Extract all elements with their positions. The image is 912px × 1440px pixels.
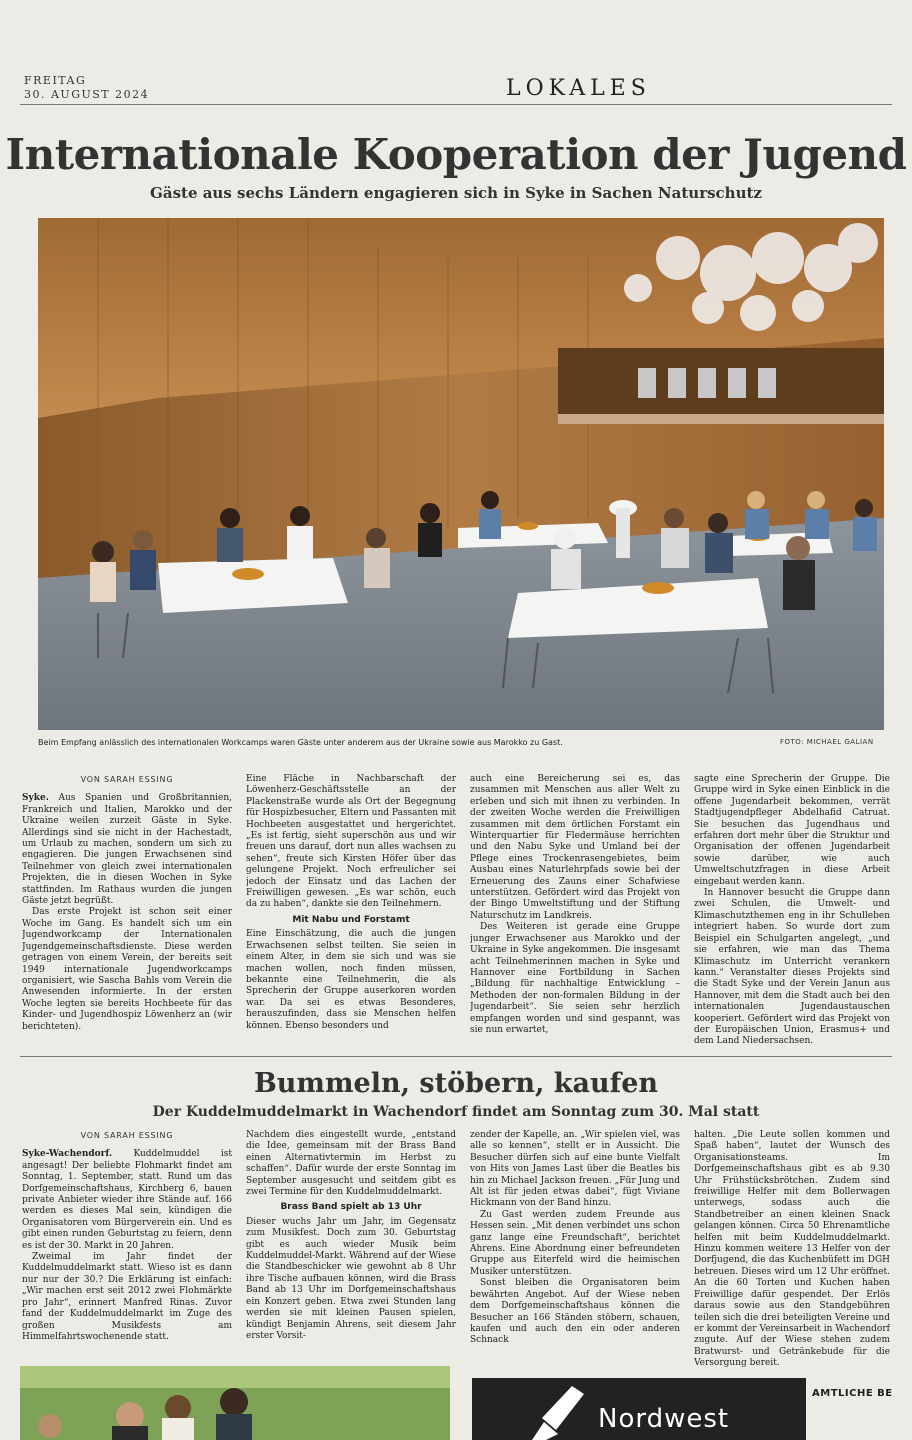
intertitle: Mit Nabu und Forstamt [292, 914, 410, 925]
article2-column-2 [246, 1130, 456, 1370]
subheadline: Gäste aus sechs Ländern engagieren sich in Syke in Sachen Naturschutz [150, 184, 762, 202]
article2-column-4 [694, 1130, 890, 1370]
weekday: FREITAG [24, 74, 87, 87]
header-rule [20, 104, 892, 105]
market-photo [20, 1366, 450, 1440]
paragraph: halten. „Die Leute sollen kommen und Spaß haben“, lautet der Wunsch des Organisationsteams. Im Dorfgemeinschaftshaus gibt es ab 9.30 Uhr Frühstücksbrötchen. Zudem sind freiwillige Helfer mit dem Bollerwagen unterwegs, sodass auch die Standbetreiber an einen kleinen Snack gelangen können. Circa 50 Ehrenamtliche helfen mit beim Kuddelmuddelmarkt. Hinzu kommen weitere 13 Helfer von der Dorfjugend, die das Kuchenbüfett im DGH betreuen. Dieses wird um 12 Uhr eröffnet. An die 60 Torten und Kuchen haben Freiwillige dafür gespendet. Der Erlös daraus sowie aus den Standgebühren teilen sich die drei beteiligten Vereine und er kommt der Vereinsarbeit in Wachendorf zugute. Auf der Wiese stehen zudem Bratwurst- und Getränkebude für die Versorgung bereit. [694, 1130, 890, 1369]
ad-side-label: AMTLICHE BE [812, 1388, 893, 1399]
article1-column-2 [246, 774, 456, 1049]
article-divider [20, 1056, 892, 1057]
byline: VON SARAH ESSING [80, 1131, 174, 1140]
paragraph: Eine Einschätzung, die auch die jungen Erwachsenen selbst teilten. Sie seien in einem Alter, in dem sie sich und was sie machen wollen, noch finden müssen, bekannte eine Teilnehmerin, die als Sprecherin der Gruppe auserkoren worden war. Da sei es etwas Besonderes, herauszufinden, dass sie Menschen helfen können. Ebenso besonders und [246, 929, 456, 1031]
paragraph: Sonst bleiben die Organisatoren beim bewährten Angebot. Auf der Wiese neben dem Dorfgemeinschaftshaus können die Besucher an 166 Ständen stöbern, schauen, kaufen und auch den ein oder anderen Schnack [470, 1278, 680, 1346]
paragraph: Kuddelmuddel ist angesagt! Der beliebte Flohmarkt findet am Sonntag, 1. September, statt. Rund um das Dorfgemeinschaftshaus, Kirchberg 6, bauen private Anbieter wieder ihre Stände auf. 166 werden es dieses Mal sein, kündigen die Organisatoren vom Bürgerverein ein. Und es gibt einen runden Geburtstag zu feiern, denn es ist der 30. Markt in 20 Jahren. [22, 1149, 232, 1251]
ad-brand: Nordwest [598, 1404, 730, 1434]
headline: Internationale Kooperation der Jugend [5, 130, 907, 179]
people-outdoors-illustration [20, 1366, 450, 1440]
intertitle: Brass Band spielt ab 13 Uhr [280, 1202, 422, 1213]
photo-credit: FOTO: MICHAEL GALIAN [780, 738, 874, 746]
date: 30. AUGUST 2024 [24, 88, 150, 101]
event-hall-illustration [38, 218, 884, 730]
byline: VON SARAH ESSING [80, 775, 174, 784]
paragraph: Nachdem dies eingestellt wurde, „entstand die Idee, gemeinsam mit der Brass Band einen Alternativtermin im Herbst zu schaffen“. Dafür wurde der erste Sonntag im September ausgesucht und seitdem gibt es zwei Termine für den Kuddelmuddelmarkt. [246, 1130, 456, 1198]
paragraph: Zu Gast werden zudem Freunde aus Hessen sein. „Mit denen verbindet uns schon ganz lange eine Freundschaft“, berichtet Ahrens. Eine Abordnung einer befreundeten Gruppe aus Eiterfeld wird die heimischen Musiker unterstützen. [470, 1209, 680, 1277]
paragraph: Dieser wuchs Jahr um Jahr, im Gegensatz zum Musikfest. Doch zum 30. Geburtstag gibt es auch wieder Musik beim Kuddelmuddel-Markt. Während auf der Wiese die Standbeschicker wie gewohnt ab 8 Uhr ihre Tische aufbauen können, wird die Brass Band ab 13 Uhr im Dorfgemeinschaftshaus ein Konzert geben. Etwa zwei Stunden lang werden sie mit kleinen Pausen spielen, kündigt Benjamin Ahrens, seit diesem Jahr erster Vorsit- [246, 1216, 456, 1341]
headline-2: Bummeln, stöbern, kaufen [253, 1068, 659, 1099]
article2-column-1 [22, 1130, 232, 1360]
paragraph: Des Weiteren ist gerade eine Gruppe junger Erwachsener aus Marokko und der Ukraine in Syke angekommen. Die insgesamt acht Teilnehmerinnen machen in Syke und Hannover eine Fortbildung in Sachen „Bildung für nachhaltige Entwicklung – Methoden der non-formalen Bildung in der Jugendarbeit“. Sie seien sehr herzlich empfangen worden und sind gespannt, was sie nun erwartet, [470, 922, 680, 1035]
article1-column-1 [22, 774, 232, 1049]
section-title: LOKALES [506, 76, 651, 101]
paragraph: auch eine Bereicherung sei es, das zusammen mit Menschen aus aller Welt zu erleben und sich mit ihnen zu verbinden. In der zweiten Woche werden die Freiwilligen zusammen mit dem örtlichen Forstamt ein Winterquartier für Fledermäuse herrichten und den Nabu Syke und Umland bei der Pflege eines Trockenrasengebietes, beim Ausbau eines Naturlehrpfads sowie bei der Erneuerung des Zauns einer Schafwiese unterstützen. Gefördert wird das Projekt von der Bingo Umweltstiftung und der Stiftung Naturschutz im Landkreis. [470, 774, 680, 921]
article2-column-3 [470, 1130, 680, 1370]
location-tag: Syke. [22, 793, 49, 804]
article1-column-3 [470, 774, 680, 1049]
article1-column-4 [694, 774, 890, 1049]
subheadline-2: Der Kuddelmuddelmarkt in Wachendorf findet am Sonntag zum 30. Mal statt [152, 1104, 760, 1120]
location-tag: Syke-Wachendorf. [22, 1149, 113, 1160]
paragraph: Eine Fläche in Nachbarschaft der Löwenherz-Geschäftsstelle an der Plackenstraße wurde als Ort der Begegnung für Hospizbesucher, Eltern und Passanten mit Hochbeeten ausgestattet und hergerichtet. „Es ist fertig, sieht superschön aus und wir freuen uns darauf, dort nun alles wachsen zu sehen“, freute sich Kirsten Höfer über das gelungene Projekt. Noch erfreulicher sei jedoch der Einsatz und das Lachen der Freiwilligen gewesen. „Es war schön, euch da zu haben“, dankte sie den Teilnehmern. [246, 774, 456, 910]
photo-caption: Beim Empfang anlässlich des internationalen Workcamps waren Gäste unter anderem aus der Ukraine sowie aus Marokko zu Gast. [38, 738, 563, 747]
article-photo [38, 218, 884, 730]
paragraph: In Hannover besucht die Gruppe dann zwei Schulen, die Umwelt- und Klimaschutzthemen eng in ihr Schulleben integriert haben. So wurde dort zum Beispiel ein Schulgarten angelegt, „und sie erfahren, wie man das Thema Klimaschutz im Unterricht verankern kann.“ Veranstalter dieses Projekts sind die Stadt Syke und der Verein Janun aus Hannover, mit dem die Stadt auch bei den internationalen Jugendaustauschen kooperiert. Gefördert wird das Projekt von der Europäischen Union, Erasmus+ und dem Land Niedersachsen. [694, 888, 890, 1047]
dateline [24, 74, 149, 102]
paragraph: sagte eine Sprecherin der Gruppe. Die Gruppe wird in Syke einen Einblick in die offene Jugendarbeit bekommen, verrät Stadtjugendpfleger Abdelhafid Catruat. Sie besuchen das Jugendhaus und erfahren dort mehr über die Struktur und Organisation der offenen Jugendarbeit sowie darüber, wie auch Umweltschutzfragen in diese Arbeit eingebaut werden kann. [694, 774, 890, 887]
paragraph: Zweimal im Jahr findet der Kuddelmuddelmarkt statt. Wieso ist es dann nur nur der 30.? Die Erklärung ist einfach: „Wir machen erst seit 2012 zwei Flohmärkte pro Jahr“, erinnert Manfred Rinas. Zuvor fand der Kuddelmuddelmarkt im Zuge des großen Musikfests am Himmelfahrtswochenende statt. [22, 1252, 232, 1342]
paragraph: zender der Kapelle, an. „Wir spielen viel, was alle so kennen“, stellt er in Aussicht. Die Besucher dürfen sich auf eine bunte Vielfalt von Hits von James Last über die Beatles bis hin zu Michael Jackson freuen. „Für Jung und Alt ist für jeden etwas dabei“, fügt Viviane Hickmann von der Band hinzu. [470, 1130, 680, 1209]
paragraph: Das erste Projekt ist schon seit einer Woche im Gang. Es handelt sich um ein Jugendworkcamp der Internationalen Jugendgemeinschaftsdienste. Diese werden getragen von einem Verein, der bereits seit 1949 internationale Jugendworkcamps organisiert, wie Sascha Bahls vom Verein die Anwesenden informierte. In der ersten Woche legten sie bereits Hochbeete für das Kinder- und Jugendhospiz Löwenherz an (wir berichteten). [22, 907, 232, 1032]
paragraph: Aus Spanien und Großbritannien, Frankreich und Italien, Marokko und der Ukraine weilen zurzeit Gäste in Syke. Allerdings sind sie nicht in der Hachestadt, um Urlaub zu machen, sondern um sich zu engagieren. Die jungen Erwachsenen sind Teilnehmer von gleich zwei internationalen Projekten, die in diesen Wochen in Syke stattfinden. Im Rathaus wurden die jungen Gäste jetzt begrüßt. [22, 793, 232, 907]
